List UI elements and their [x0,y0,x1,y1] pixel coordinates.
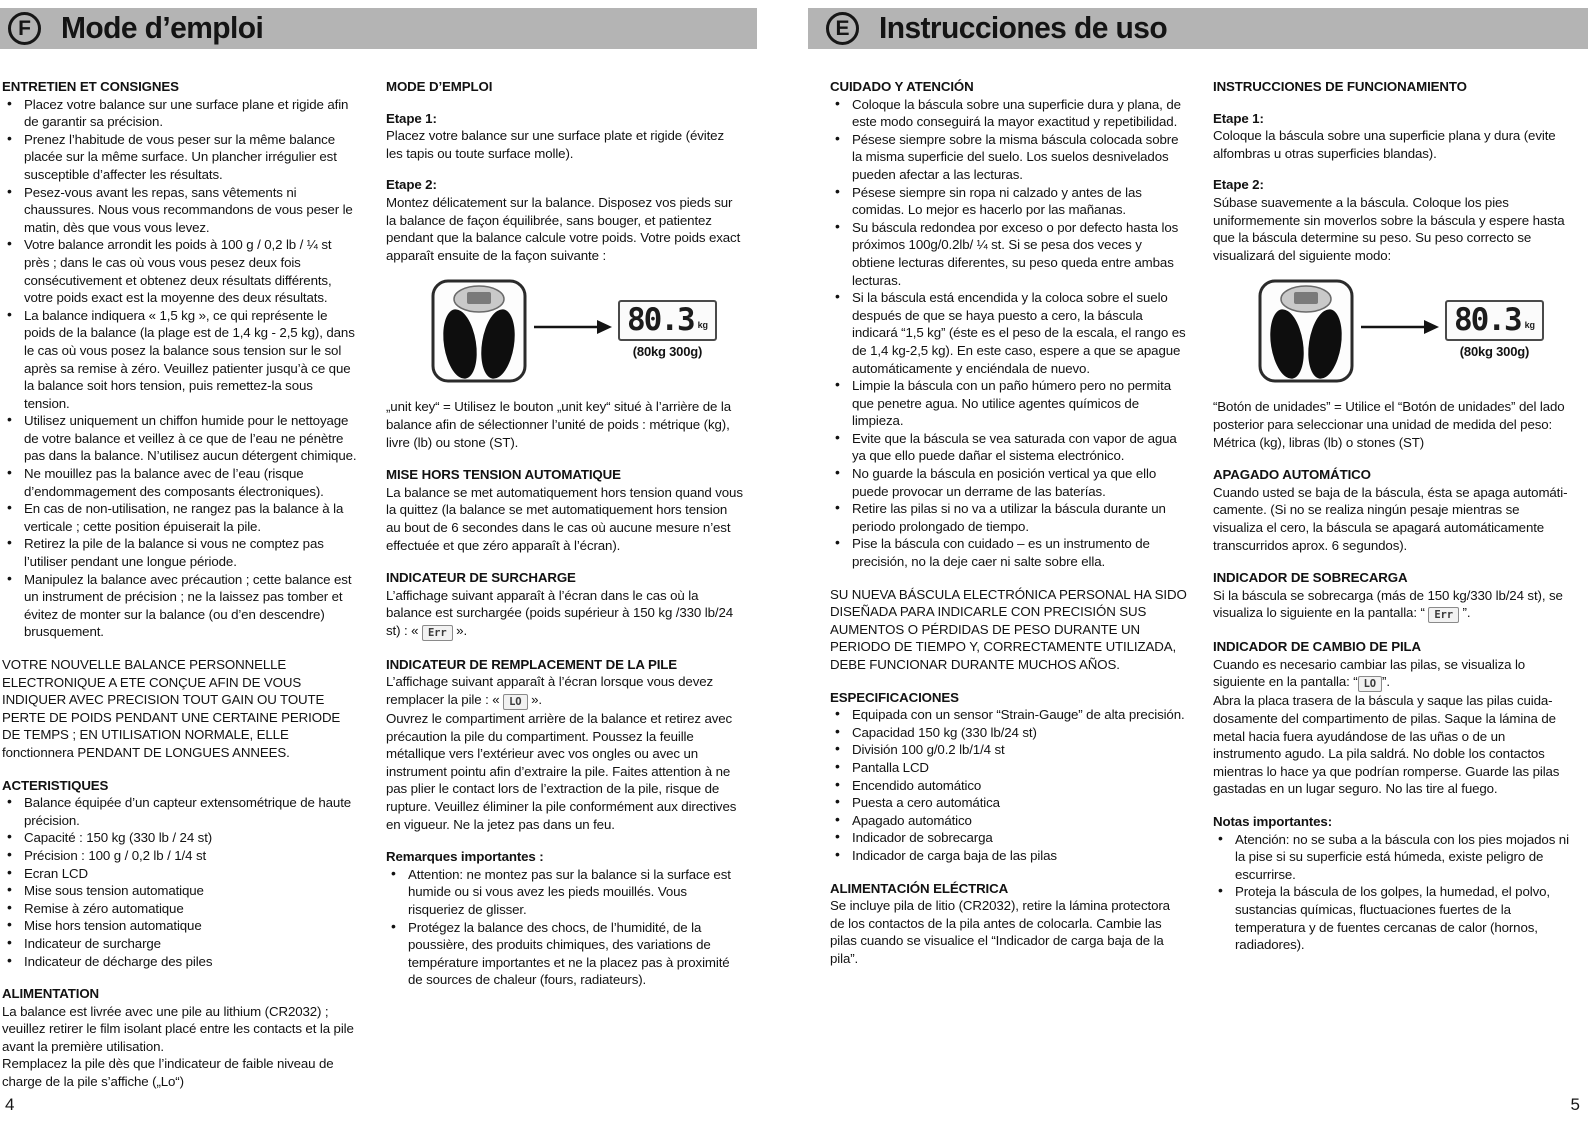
battery-text [386,673,744,710]
overload-text-before: L’affichage suivant apparaît à l’écran dans le cas où la balance est surchargée (poids supérieur à 150 kg /330 lb/24 st) : « [386,587,733,638]
power-paragraph: Remplacez la pile dès que l’indicateur de faible niveau de charge de la pile s’affiche („Lo“) [2,1056,334,1090]
battery-text [1213,656,1571,693]
list-item: • Proteja la báscula de los golpes, la humedad, el polvo, sustancias químicas, fluctuaciones fuertes de la temperatura y de fuentes cercanas de calor (hornos, radiadores). [1213,883,1571,953]
bullet-list [830,706,1187,864]
scale-icon [430,278,528,384]
section-heading: INDICADOR DE SOBRECARGA [1213,570,1408,586]
list-item: • Protégez la balance des chocs, de l’humidité, de la poussière, des produits chimiques, des variations de température importantes et ne la placez pas à proximité de sources de chaleur (fours, radiateurs). [386,919,744,989]
lcd-weight-value: 80.3 [1454,302,1521,339]
french-column-1 [2,78,360,1106]
auto-off-text: Cuando usted se baja de la báscula, ésta se apaga automáti-camente. (Si no se realiza ningún pesaje mientras se visualiza el cero, la báscula se apagará automáticamente transcurridos aprox. 6 segundos). [1213,484,1568,553]
list-item: • Ne mouillez pas la balance avec de l’eau (risque d’endommagement des composants électroniques). [2,465,360,500]
arrow-icon [1361,320,1439,334]
list-item: • Atención: no se suba a la báscula con los pies mojados ni la pise si su superficie está húmeda, existe peligro de escurrirse. [1213,831,1571,884]
list-item: • Evite que la báscula se vea saturada con vapor de agua ya que ello puede dañar el sistema electrónico. [830,430,1187,465]
list-item: • Indicateur de surcharge [2,935,360,953]
section-auto-off [1213,466,1571,554]
spanish-column-2 [1213,78,1571,969]
list-item: • Utilisez uniquement un chiffon humide pour le nettoyage de votre balance et veillez à ce que de l’eau ne pénètre pas dans la balance. N’utilisez aucun détergent chimique. [2,412,360,465]
lcd-weight-value: 80.3 [627,302,694,339]
weighing-figure [430,278,744,384]
intro-paragraph: SU NUEVA BÁSCULA ELECTRÓNICA PERSONAL HA SIDO DISEÑADA PARA INDICARLE CON PRECISIÓN SUS AUMENTOS O PÉRDIDAS DE PESO DURANTE UN PERIODO DE TIEMPO Y, CORRECTAMENTE UTILIZADA, DEBE FUNCIONAR DURANTE MUCHOS AÑOS. [830,586,1187,672]
list-item: • Indicador de sobrecarga [830,829,1187,847]
list-item: • Balance équipée d’un capteur extensométrique de haute précision. [2,794,360,829]
section-heading: Remarques importantes : [386,849,544,865]
step-text: Coloque la báscula sobre una superficie plana y dura (evite alfombras u otras superficies blandas). [1213,128,1556,161]
list-item: • Pésese siempre sobre la misma báscula colocada sobre la misma superficie del suelo. Los suelos desnivelados pueden afectar a las lecturas. [830,131,1187,184]
manual-page-spanish [794,0,1588,1121]
battery-text-2: Ouvrez le compartiment arrière de la balance et retirez avec précaution la pile du compartiment. Poussez la feuille métallique vers l’extérieur avec vos ongles ou avec un instrument pointu afin d’extraire la pile. Faites attention à ne pas plier le contact lors de l’extraction de la pile, risque de rupture. Veuillez éliminer la pile conformément aux directives en vigueur. Ne la jetez pas dans un feu. [386,711,737,832]
section-heading: INDICADOR DE CAMBIO DE PILA [1213,639,1422,655]
list-item: • Indicateur de décharge des piles [2,953,360,971]
section-features [2,777,360,971]
section-features [830,689,1187,865]
list-item: • Votre balance arrondit les poids à 100 g / 0,2 lb / ¼ st près ; dans le cas où vous vous pesez deux fois consécutivement et obtenez deux résultats différents, votre poids exact est la moyenne des deux résultats. [2,236,360,306]
lcd-display-group [618,300,717,361]
list-item: • Capacité : 150 kg (330 lb / 24 st) [2,829,360,847]
list-item: • Ecran LCD [2,865,360,883]
lcd-lo-chip: LO [503,694,527,710]
bullet-list [2,96,360,641]
section-heading: ALIMENTACIÓN ELÉCTRICA [830,880,1009,896]
lcd-err-chip: Err [422,625,453,641]
list-item: • Retire las pilas si no va a utilizar la báscula durante un periodo prolongado de tiempo. [830,500,1187,535]
section-care [830,78,1187,571]
lcd-display [1445,300,1544,341]
step-text: Placez votre balance sur une surface plate et rigide (évitez les tapis ou toute surface molle). [386,128,724,161]
figure-caption: (80kg 300g) [1459,344,1530,360]
page-title: Mode d’emploi [61,11,264,45]
bullet-list [830,96,1187,571]
list-item: • Précision : 100 g / 0,2 lb / 1/4 st [2,847,360,865]
overload-text-before: Si la báscula se sobrecarga (más de 150 kg/330 lb/24 st), se visualiza lo siguiente en la pantalla: “ [1213,587,1563,621]
battery-text-after: ”. [1382,674,1390,690]
list-item: • Placez votre balance sur une surface plane et rigide afin de garantir sa précision. [2,96,360,131]
section-intro [830,586,1187,674]
usage-heading: MODE D’EMPLOI [386,79,493,94]
french-column-2 [386,78,744,1004]
step-1 [386,110,744,163]
bullet-list [386,866,744,989]
list-item: • Si la báscula está encendida y la coloca sobre el suelo después de que se haya puesto a cero, la báscula indicará “1,5 kg” (éste es el peso de la escala, el rango es de 1,4 kg-2,5 kg). En este caso, espere a que se apague automáticamente y enciéndala de nuevo. [830,289,1187,377]
list-item: • La balance indiquera « 1,5 kg », ce qui représente le poids de la balance (la plage est de 1,4 kg - 2,5 kg), dans le cas où vous posez la balance sous tension sur le sol après sa remise à zéro. Veuillez patienter jusqu’à ce que la balance soit hors tension, puis remettez-la sous tension. [2,307,360,413]
list-item: • Remise à zéro automatique [2,900,360,918]
section-heading: ENTRETIEN ET CONSIGNES [2,79,179,94]
page-number: 4 [5,1095,15,1114]
list-item: • Su báscula redondea por exceso o por defecto hasta los próximos 100g/0.2lb/ ¼ st. Si se pesa dos veces y obtiene lecturas diferentes, su peso queda entre ambas lecturas. [830,219,1187,289]
overload-text-after: ”. [1458,605,1471,621]
section-power [830,880,1187,968]
list-item: • Coloque la báscula sobre una superficie dura y plana, de este modo conseguirá la mayor exactitud y repetibilidad. [830,96,1187,131]
step-label: Etape 1: [1213,110,1264,126]
list-item: • Limpie la báscula con un paño húmero pero no permita que penetre agua. No utilice agentes químicos de limpieza. [830,377,1187,430]
step-label: Etape 2: [1213,177,1264,193]
section-intro [2,656,360,762]
list-item: • Encendido automático [830,777,1187,795]
section-battery [1213,638,1571,798]
list-item: • División 100 g/0.2 lb/1/4 st [830,741,1187,759]
usage-heading: INSTRUCCIONES DE FUNCIONAMIENTO [1213,79,1467,94]
step-label: Etape 2: [386,177,437,193]
section-overload [1213,569,1571,623]
power-paragraph: Se incluye pila de litio (CR2032), retire la lámina protectora de los contactos de la pila antes de colocarla. Cambie las pilas cuando se visualice el “Indicador de carga baja de la pila”. [830,898,1170,966]
page-number: 5 [1570,1095,1580,1114]
step-label: Etape 1: [386,110,437,126]
spanish-column-1 [830,78,1187,983]
overload-text [1213,587,1571,624]
lcd-unit-label: kg [697,319,708,330]
section-heading: INDICATEUR DE REMPLACEMENT DE LA PILE [386,656,678,672]
battery-text-before: L’affichage suivant apparaît à l’écran lorsque vous devez remplacer la pile : « [386,674,714,708]
section-heading: Notas importantes: [1213,814,1333,830]
lcd-err-chip: Err [1428,607,1459,623]
section-heading: ESPECIFICACIONES [830,689,959,705]
language-badge-f: F [8,12,41,45]
power-paragraph: La balance est livrée avec une pile au lithium (CR2032) ; veuillez retirer le film isolant placé entre les contacts et la pile avant la première utilisation. [2,1003,354,1054]
section-heading: ALIMENTATION [2,986,100,1002]
section-heading: CUIDADO Y ATENCIÓN [830,79,974,94]
page-header-bar [0,8,757,49]
unit-key-paragraph: „unit key“ = Utilisez le bouton „unit key“ situé à l’arrière de la balance afin de sélectionner l’unité de poids : métrique (kg), livre (lb) ou stone (ST). [386,399,731,450]
list-item: • Indicador de carga baja de las pilas [830,847,1187,865]
section-power [2,985,360,1091]
section-heading: MISE HORS TENSION AUTOMATIQUE [386,467,621,483]
step-1 [1213,110,1571,163]
section-overload [386,569,744,641]
battery-text-2: Abra la placa trasera de la báscula y saque las pilas cuida-dosamente del compartimento de pilas. Saque la lámina de metal hacia fuera ayudándose de las uñas o de un instrumento agudo. La pila saldrá. No doble los contactos mientras lo hace ya que podrían romperse. Guarde las pilas gastadas en un lugar seguro. No las tire al fuego. [1213,693,1560,797]
section-auto-off [386,466,744,554]
list-item: • Manipulez la balance avec précaution ; cette balance est un instrument de précision ; ne la laissez pas tomber et évitez de monter sur la balance (ou d’en descendre) brusquement. [2,571,360,641]
section-care [2,78,360,641]
list-item: • Pantalla LCD [830,759,1187,777]
list-item: • Capacidad 150 kg (330 lb/24 st) [830,724,1187,742]
battery-text-before: Cuando es necesario cambiar las pilas, se visualiza lo siguiente en la pantalla: “ [1213,656,1526,690]
list-item: • Attention: ne montez pas sur la balance si la surface est humide ou si vous avez les pieds mouillés. Vous risqueriez de glisser. [386,866,744,919]
bullet-list [1213,831,1571,954]
list-item: • Pise la báscula con cuidado – es un instrumento de precisión, no la deje caer ni salte sobre ella. [830,535,1187,570]
list-item: • En cas de non-utilisation, ne rangez pas la balance à la verticale ; cette position épuiserait la pile. [2,500,360,535]
intro-paragraph: VOTRE NOUVELLE BALANCE PERSONNELLE ELECTRONIQUE A ETE CONÇUE AFIN DE VOUS INDIQUER AVEC PRECISION TOUT GAIN OU TOUTE PERTE DE POIDS PENDANT UNE CERTAINE PERIODE DE TEMPS ; EN UTILISATION NORMALE, ELLE fonctionnera PENDANT DE LONGUES ANNEES. [2,657,341,760]
overload-text [386,587,744,641]
battery-text-after: ». [527,692,542,708]
page-title: Instrucciones de uso [879,11,1168,45]
auto-off-text: La balance se met automatiquement hors tension quand vous la quittez (la balance se met automatiquement hors tension au bout de 6 secondes dans le cas où aucune mesure n’est effectuée et que zéro apparaît à l’écran). [386,484,743,553]
section-heading: ACTERISTIQUES [2,777,109,793]
list-item: • No guarde la báscula en posición vertical ya que ello puede provocar un derrame de las baterías. [830,465,1187,500]
lcd-display-group [1445,300,1544,361]
overload-text-after: ». [452,622,468,638]
section-heading: INDICATEUR DE SURCHARGE [386,570,576,586]
list-item: • Puesta a cero automática [830,794,1187,812]
lcd-lo-chip: LO [1358,676,1382,692]
section-remarks [386,848,744,989]
list-item: • Mise hors tension automatique [2,917,360,935]
bullet-list [2,794,360,970]
list-item: • Retirez la pile de la balance si vous ne comptez pas l’utiliser pendant une longue période. [2,535,360,570]
list-item: • Pesez-vous avant les repas, sans vêtements ni chaussures. Nous vous recommandons de vous peser le matin, dès que vous vous levez. [2,184,360,237]
scale-icon [1257,278,1355,384]
list-item: • Mise sous tension automatique [2,882,360,900]
list-item: • Equipada con un sensor “Strain-Gauge” de alta precisión. [830,706,1187,724]
figure-caption: (80kg 300g) [632,344,703,360]
section-battery [386,656,744,833]
section-heading: APAGADO AUTOMÁTICO [1213,467,1371,483]
step-text: Súbase suavemente a la báscula. Coloque los pies uniformemente sin moverlos sobre la báscula y espere hasta que la báscula determine su peso. Su peso correcto se visualizará del siguiente modo: [1213,194,1565,263]
language-badge-e: E [826,12,859,45]
unit-key-paragraph: “Botón de unidades” = Utilice el “Botón de unidades” del lado posterior para seleccionar una unidad de medida del peso: Métrica (kg), libras (lb) o stones (ST) [1213,399,1565,450]
lcd-unit-label: kg [1524,319,1535,330]
section-notes [1213,813,1571,954]
list-item: • Apagado automático [830,812,1187,830]
arrow-icon [534,320,612,334]
step-2 [386,176,744,264]
step-2 [1213,176,1571,264]
list-item: • Pésese siempre sin ropa ni calzado y antes de las comidas. Lo mejor es hacerlo por las mañanas. [830,184,1187,219]
page-header-bar [808,8,1588,49]
lcd-display [618,300,717,341]
list-item: • Prenez l’habitude de vous peser sur la même balance placée sur la même surface. Un plancher irrégulier est susceptible d’affecter les résultats. [2,131,360,184]
step-text: Montez délicatement sur la balance. Disposez vos pieds sur la balance de façon équilibrée, sans bouger, et patientez pendant que la balance calcule votre poids. Votre poids exact apparaît ensuite de la façon suivante : [386,194,741,263]
weighing-figure [1257,278,1571,384]
